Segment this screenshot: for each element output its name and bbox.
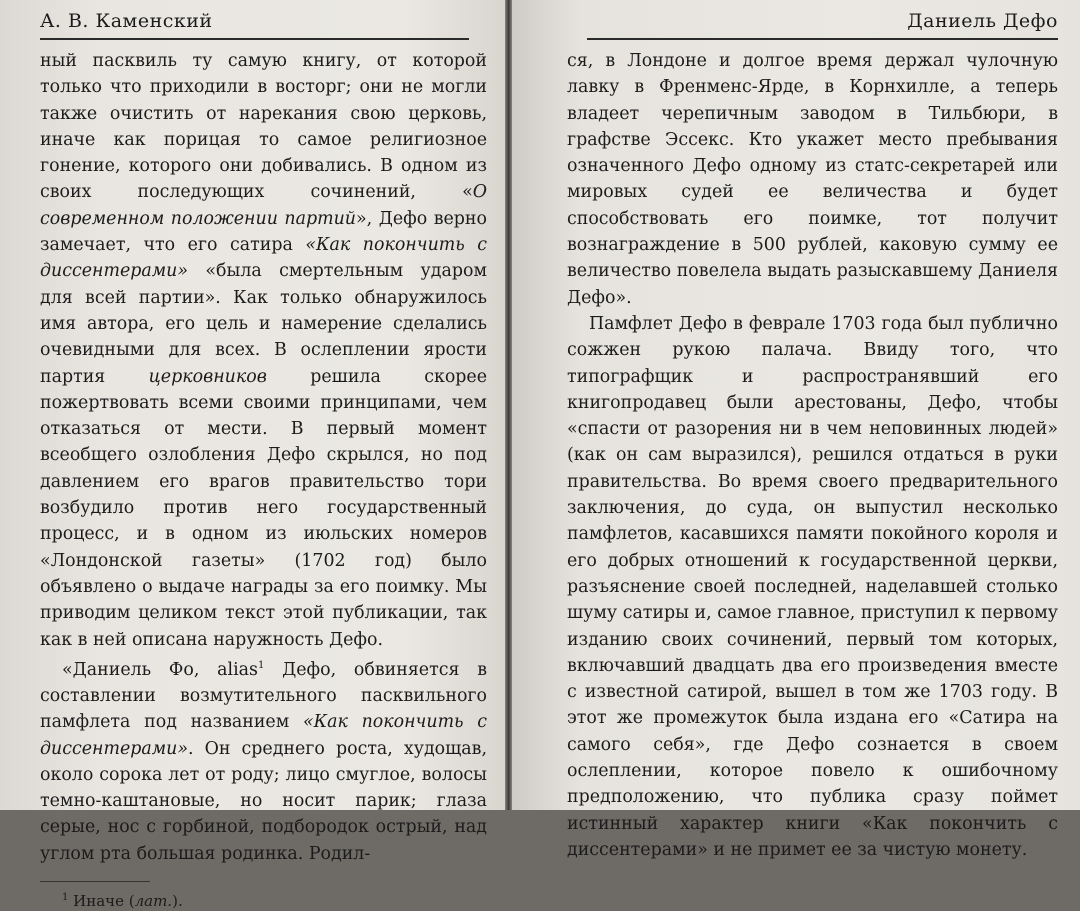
text-run: «была смертельным ударом для всей партии». Как только обнаружилось имя автора, его цель и намерение сделались очевидными для всех. В ослеплении ярости партия — [40, 261, 487, 387]
footnote-text-after: ). — [172, 892, 183, 910]
footnote-text-before: Иначе ( — [68, 892, 135, 910]
text-run: . Он среднего роста, худощав, около сорока лет от роду; лицо смуглое, волосы темно-каштановые, но носит парик; глаза серые, нос с горбиной, подбородок острый, над углом рта большая родинка. Родил- — [40, 738, 487, 864]
text-run: решила скорее пожертвовать всеми своими принципами, чем отказаться от мести. В первый момент всеобщего озлобления Дефо скрылся, но под давлением его врагов правительство тори возбудило против него государственный процесс, и в одном из июльских номеров «Лондонской газеты» (1702 год) было объявлено о выдаче награды за его поимку. Мы приводим целиком текст этой публикации, так как в ней описана наружность Дефо. — [40, 366, 488, 650]
text-run: ся, в Лондоне и долгое время держал чулочную лавку в Френменс-Ярде, в Корнхилле, а теперь владеет черепичным заводом в Тильбюри, в графстве Эссекс. Кто укажет место пребывания означенного Дефо одному из статс-секретарей или мировых судей ее величества и будет способствовать его поимке, тот получит вознаграждение в 500 рублей, каковую сумму ее величество повелела выдать разыскавшему Даниеля Дефо». — [567, 51, 1058, 308]
book-gutter — [505, 0, 512, 810]
text-run: «Даниель Фо, alias — [62, 659, 258, 680]
footnote-marker: 1 — [62, 892, 69, 903]
footnote — [40, 888, 487, 911]
paragraph — [40, 653, 487, 867]
paragraph — [567, 48, 1058, 311]
paragraph — [40, 48, 487, 653]
header-rule — [40, 38, 469, 40]
text-run: », Дефо верно замечает, что его сатира — [40, 208, 487, 256]
header-rule — [587, 38, 1058, 40]
right-page — [512, 0, 1080, 860]
left-page-text — [40, 48, 487, 867]
left-page — [0, 0, 505, 910]
right-page-text — [567, 48, 1058, 863]
italic-text: церковников — [148, 366, 267, 387]
text-run: ный пасквиль ту самую книгу, от которой только что приходили в восторг; они не могли также очистить от нарекания свою церковь, иначе как порицая то самое религиозное гонение, которого они добивались. В одном из своих последующих сочинений, « — [40, 51, 487, 203]
italic-text: О современном положении партий — [40, 182, 487, 229]
paragraph — [567, 311, 1058, 863]
running-head-author: А. В. Каменский — [40, 10, 213, 32]
running-head-title: Даниель Дефо — [907, 10, 1058, 32]
footnote-text-italic: лат. — [134, 892, 173, 910]
footnote-ref: 1 — [257, 659, 265, 671]
italic-text: «Как покончить с диссентерами» — [40, 235, 488, 282]
text-run: Памфлет Дефо в феврале 1703 года был публично сожжен рукою палача. Ввиду того, что типографщик и распространявший его книгопродавец были арестованы, Дефо, чтобы «спасти от разорения ни в чем неповинных людей» (как он сам выразился), решился отдаться в руки правительства. Во время своего предварительного заключения, до суда, он выпустил несколько памфлетов, касавшихся памяти покойного короля и его добрых отношений к государственной церкви, разъяснение своей последней, наделавшей столько шуму сатиры и, самое главное, приступил к первому изданию своих сочинений, первый том которых, включавший двадцать два его произведения вместе с известной сатирой, вышел в том же 1703 году. В этот же промежуток была издана его «Сатира на самого себя», где Дефо сознается в своем ослеплении, которое повело к ошибочному предположению, что публика сразу поймет истинный характер книги «Как покончить с диссентерами» и не примет ее за чистую монету. — [567, 313, 1058, 860]
text-run: Дефо, обвиняется в составлении возмутительного пасквильного памфлета под названием — [40, 659, 488, 733]
italic-text: «Как покончить с диссентерами» — [40, 712, 487, 759]
footnote-rule — [40, 881, 150, 882]
